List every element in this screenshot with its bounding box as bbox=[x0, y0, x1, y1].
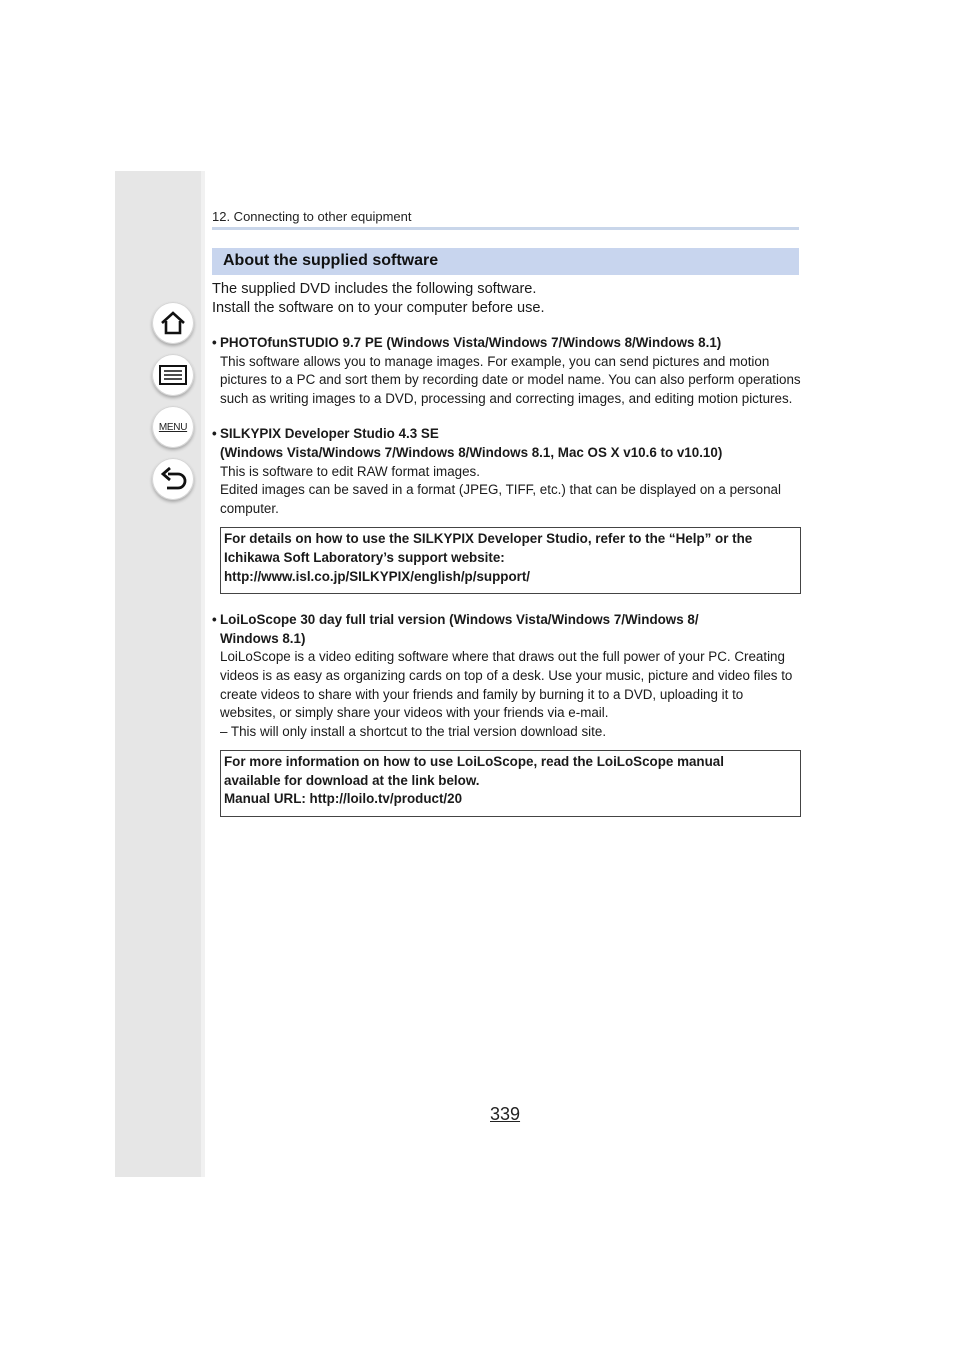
bullet: • bbox=[212, 426, 217, 442]
intro-paragraph bbox=[212, 280, 802, 318]
item-body bbox=[212, 353, 802, 409]
intro-line: The supplied DVD includes the following software. bbox=[212, 281, 537, 297]
note-line: For more information on how to use LoiLoScope, read the LoiLoScope manual bbox=[224, 754, 724, 770]
item-title: • LoiLoScope 30 day full trial version (Windows Vista/Windows 7/Windows 8/ Windows 8.1) bbox=[212, 612, 699, 646]
note-box bbox=[220, 527, 801, 594]
home-button[interactable] bbox=[152, 302, 194, 344]
item-body bbox=[212, 463, 802, 519]
note-box bbox=[220, 750, 801, 817]
bullet: • bbox=[212, 612, 217, 628]
software-item-silkypix bbox=[212, 425, 802, 594]
menu-label: MENU bbox=[158, 421, 188, 433]
home-icon bbox=[159, 310, 187, 336]
contents-button[interactable] bbox=[152, 354, 194, 396]
support-link[interactable]: http://www.isl.co.jp/SILKYPIX/english/p/support/ bbox=[224, 568, 531, 584]
note-line: available for download at the link below. bbox=[224, 772, 480, 788]
page-number: 339 bbox=[490, 1104, 521, 1124]
software-item-loiloscope bbox=[212, 611, 802, 817]
item-title: • SILKYPIX Developer Studio 4.3 SE (Windows Vista/Windows 7/Windows 8/Windows 8.1, Mac OS X v10.6 to v10.10) bbox=[212, 426, 723, 460]
section-header bbox=[212, 248, 799, 275]
item-paragraph: LoiLoScope is a video editing software where that draws out the full power of your PC. Creating videos is as easy as organizing cards on top of a desk. Use your music, picture and video files to create videos to share with your friends and family by burning it to a DVD, uploading it to websites, or simply share your videos with your friends via e-mail. bbox=[220, 649, 793, 721]
intro-line: Install the software on to your computer before use. bbox=[212, 300, 545, 316]
item-paragraph: Edited images can be saved in a format (JPEG, TIFF, etc.) that can be displayed on a personal computer. bbox=[220, 482, 781, 516]
back-arrow-icon bbox=[159, 466, 187, 492]
note-line: For details on how to use the SILKYPIX Developer Studio, refer to the “Help” or the bbox=[224, 531, 753, 547]
item-body bbox=[212, 648, 802, 741]
manual-link[interactable]: Manual URL: http://loilo.tv/product/20 bbox=[224, 791, 463, 807]
menu-button[interactable] bbox=[152, 406, 194, 448]
section-title: About the supplied software bbox=[223, 252, 439, 269]
sidebar-edge bbox=[201, 171, 205, 1177]
list-icon bbox=[158, 364, 188, 386]
breadcrumb: 12. Connecting to other equipment bbox=[212, 209, 412, 224]
note-line: Ichikawa Soft Laboratory’s support website: bbox=[224, 549, 505, 565]
item-paragraph: This is software to edit RAW format images. bbox=[220, 463, 480, 479]
item-paragraph: – This will only install a shortcut to the trial version download site. bbox=[220, 723, 607, 739]
page-content bbox=[212, 280, 802, 834]
bullet: • bbox=[212, 335, 217, 350]
breadcrumb-divider bbox=[212, 227, 799, 230]
item-title: • PHOTOfunSTUDIO 9.7 PE (Windows Vista/Windows 7/Windows 8/Windows 8.1) bbox=[212, 334, 802, 353]
item-paragraph: This software allows you to manage images. For example, you can send pictures and motion pictures to a PC and sort them by recording date or model name. You can also perform operations such as writing images to a DVD, processing and correcting images, and editing motion pictures. bbox=[220, 353, 801, 406]
software-item-photofunstudio bbox=[212, 334, 802, 408]
back-button[interactable] bbox=[152, 458, 194, 500]
